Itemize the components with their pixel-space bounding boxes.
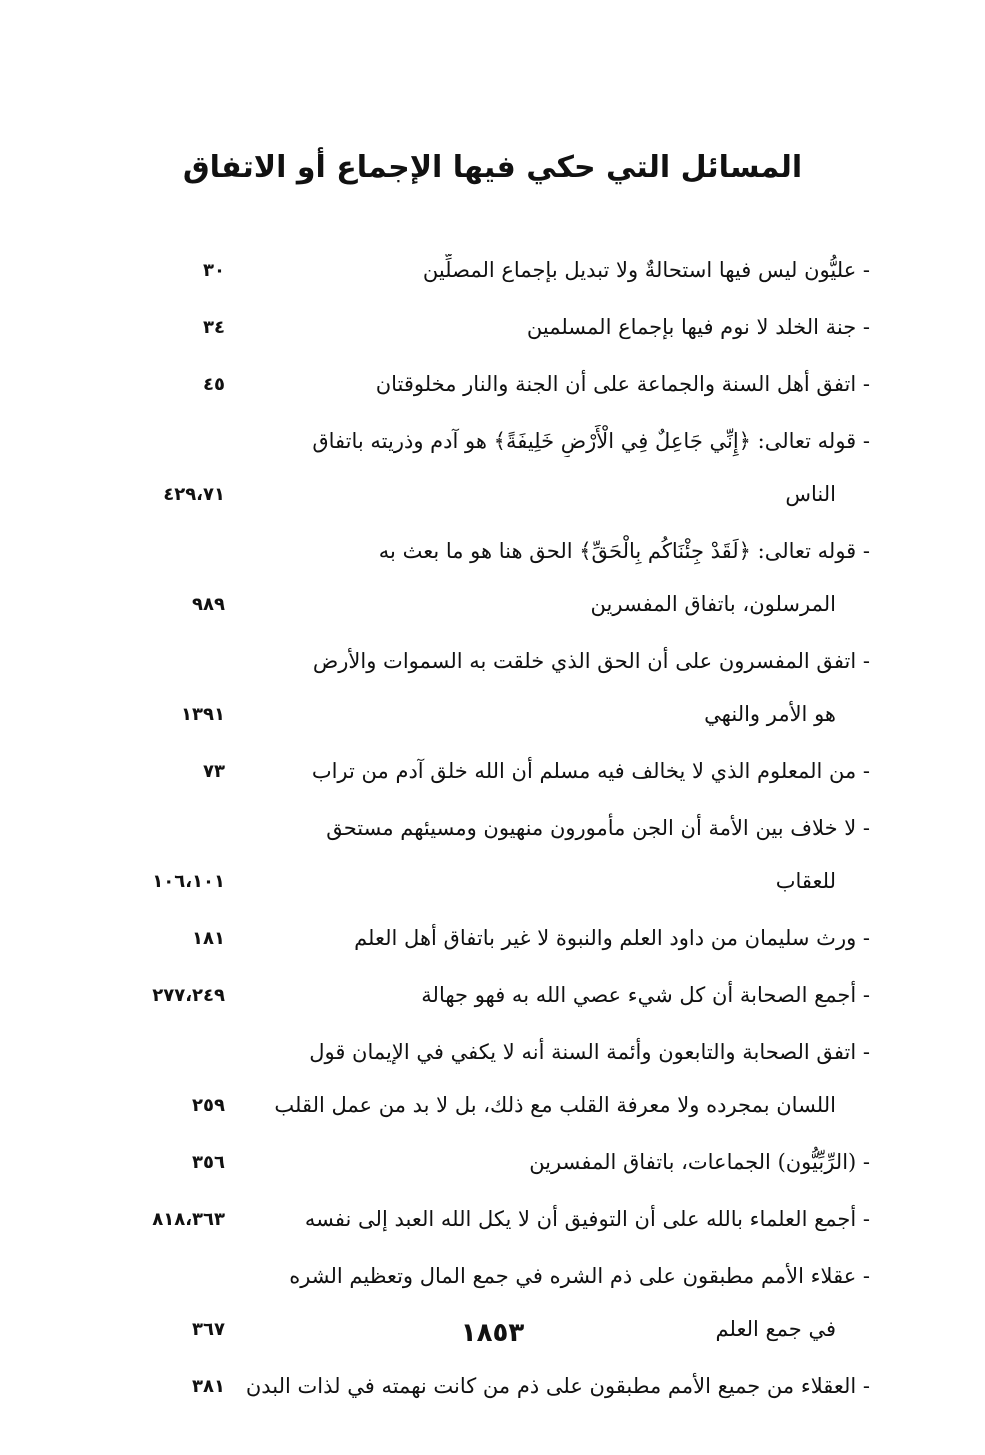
entry-line	[110, 1138, 870, 1191]
list-item	[110, 246, 870, 299]
entry-text: في جمع العلم	[715, 1317, 836, 1341]
page-reference: ١٨١	[192, 928, 225, 949]
entry-text: للعقاب	[775, 869, 836, 893]
entry-text: - اتفق المفسرون على أن الحق الذي خلقت به السموات والأرض	[312, 649, 870, 673]
entry-text: - اتفق الصحابة والتابعون وأئمة السنة أنه لا يكفي في الإيمان قول	[309, 1040, 870, 1064]
list-item	[110, 914, 870, 967]
page-reference: ٣٦٧	[192, 1319, 225, 1340]
list-item	[110, 360, 870, 413]
entry-line	[110, 914, 870, 967]
entry-line	[110, 1195, 870, 1248]
entry-continuation-line	[110, 1081, 870, 1134]
entry-line	[110, 246, 870, 299]
page-reference: ١٠٦،١٠١	[152, 871, 225, 892]
entry-text: - جنة الخلد لا نوم فيها بإجماع المسلمين	[526, 315, 870, 339]
page-reference: ٢٥٩	[192, 1095, 225, 1116]
list-item	[110, 1362, 870, 1415]
list-item	[110, 1028, 870, 1134]
entry-text: المرسلون، باتفاق المفسرين	[590, 592, 836, 616]
page-reference: ٣٥٦	[192, 1152, 225, 1173]
list-item	[110, 527, 870, 633]
entry-line	[110, 1028, 870, 1081]
list-item	[110, 747, 870, 800]
entry-text: - قوله تعالى: ﴿إِنِّي جَاعِلٌ فِي الْأَرْضِ خَلِيفَةً﴾ هو آدم وذريته باتفاق	[312, 429, 870, 453]
entry-text: - من المعلوم الذي لا يخالف فيه مسلم أن الله خلق آدم من تراب	[311, 759, 870, 783]
page-reference: ١٣٩١	[181, 704, 225, 725]
list-item	[110, 1195, 870, 1248]
page-reference: ٣٨١	[192, 1376, 225, 1397]
entry-line	[110, 804, 870, 857]
list-item	[110, 971, 870, 1024]
page-reference: ٨١٨،٣٦٣	[152, 1209, 225, 1230]
entry-text: اللسان بمجرده ولا معرفة القلب مع ذلك، بل لا بد من عمل القلب	[274, 1093, 836, 1117]
page-reference: ٩٨٩	[192, 594, 225, 615]
entry-text: - اتفق أهل السنة والجماعة على أن الجنة والنار مخلوقتان	[375, 372, 870, 396]
entry-line	[110, 360, 870, 413]
issues-list	[110, 246, 870, 1419]
entry-text: - عليُّون ليس فيها استحالةٌ ولا تبديل بإجماع المصلِّين	[422, 258, 870, 282]
page-reference: ٣٠	[203, 260, 225, 281]
entry-text: الناس	[785, 482, 836, 506]
page-title: المسائل التي حكي فيها الإجماع أو الاتفاق	[182, 150, 803, 185]
entry-line	[110, 303, 870, 356]
entry-line	[110, 747, 870, 800]
entry-continuation-line	[110, 580, 870, 633]
page-reference: ٤٥	[203, 374, 225, 395]
list-item	[110, 804, 870, 910]
page-reference: ٢٧٧،٢٤٩	[152, 985, 225, 1006]
entry-text: - ورث سليمان من داود العلم والنبوة لا غير باتفاق أهل العلم	[354, 926, 870, 950]
entry-text: - العقلاء من جميع الأمم مطبقون على ذم من كانت نهمته في لذات البدن	[245, 1374, 870, 1398]
entry-text: - (الرِّبِّيُّون) الجماعات، باتفاق المفسرين	[529, 1150, 870, 1174]
entry-line	[110, 637, 870, 690]
entry-text: - أجمع العلماء بالله على أن التوفيق أن لا يكل الله العبد إلى نفسه	[304, 1207, 870, 1231]
entry-continuation-line	[110, 470, 870, 523]
entry-text: - أجمع الصحابة أن كل شيء عصي الله به فهو جهالة	[421, 983, 870, 1007]
entry-continuation-line	[110, 690, 870, 743]
entry-text: - قوله تعالى: ﴿لَقَدْ جِئْنَاكُم بِالْحَقِّ﴾ الحق هنا هو ما بعث به	[378, 539, 870, 563]
entry-line	[110, 971, 870, 1024]
list-item	[110, 1138, 870, 1191]
entry-continuation-line	[110, 857, 870, 910]
entry-line	[110, 417, 870, 470]
page-reference: ٤٢٩،٧١	[163, 484, 225, 505]
page-reference: ٧٣	[203, 761, 225, 782]
page-number: ١٨٥٣	[460, 1318, 525, 1348]
entry-line	[110, 1362, 870, 1415]
entry-line	[110, 1252, 870, 1305]
entry-text: هو الأمر والنهي	[704, 702, 836, 726]
entry-line	[110, 527, 870, 580]
entry-text: - لا خلاف بين الأمة أن الجن مأمورون منهيون ومسيئهم مستحق	[326, 816, 870, 840]
list-item	[110, 303, 870, 356]
list-item	[110, 637, 870, 743]
page-reference: ٣٤	[203, 317, 225, 338]
list-item	[110, 417, 870, 523]
entry-text: - عقلاء الأمم مطبقون على ذم الشره في جمع المال وتعظيم الشره	[289, 1264, 870, 1288]
